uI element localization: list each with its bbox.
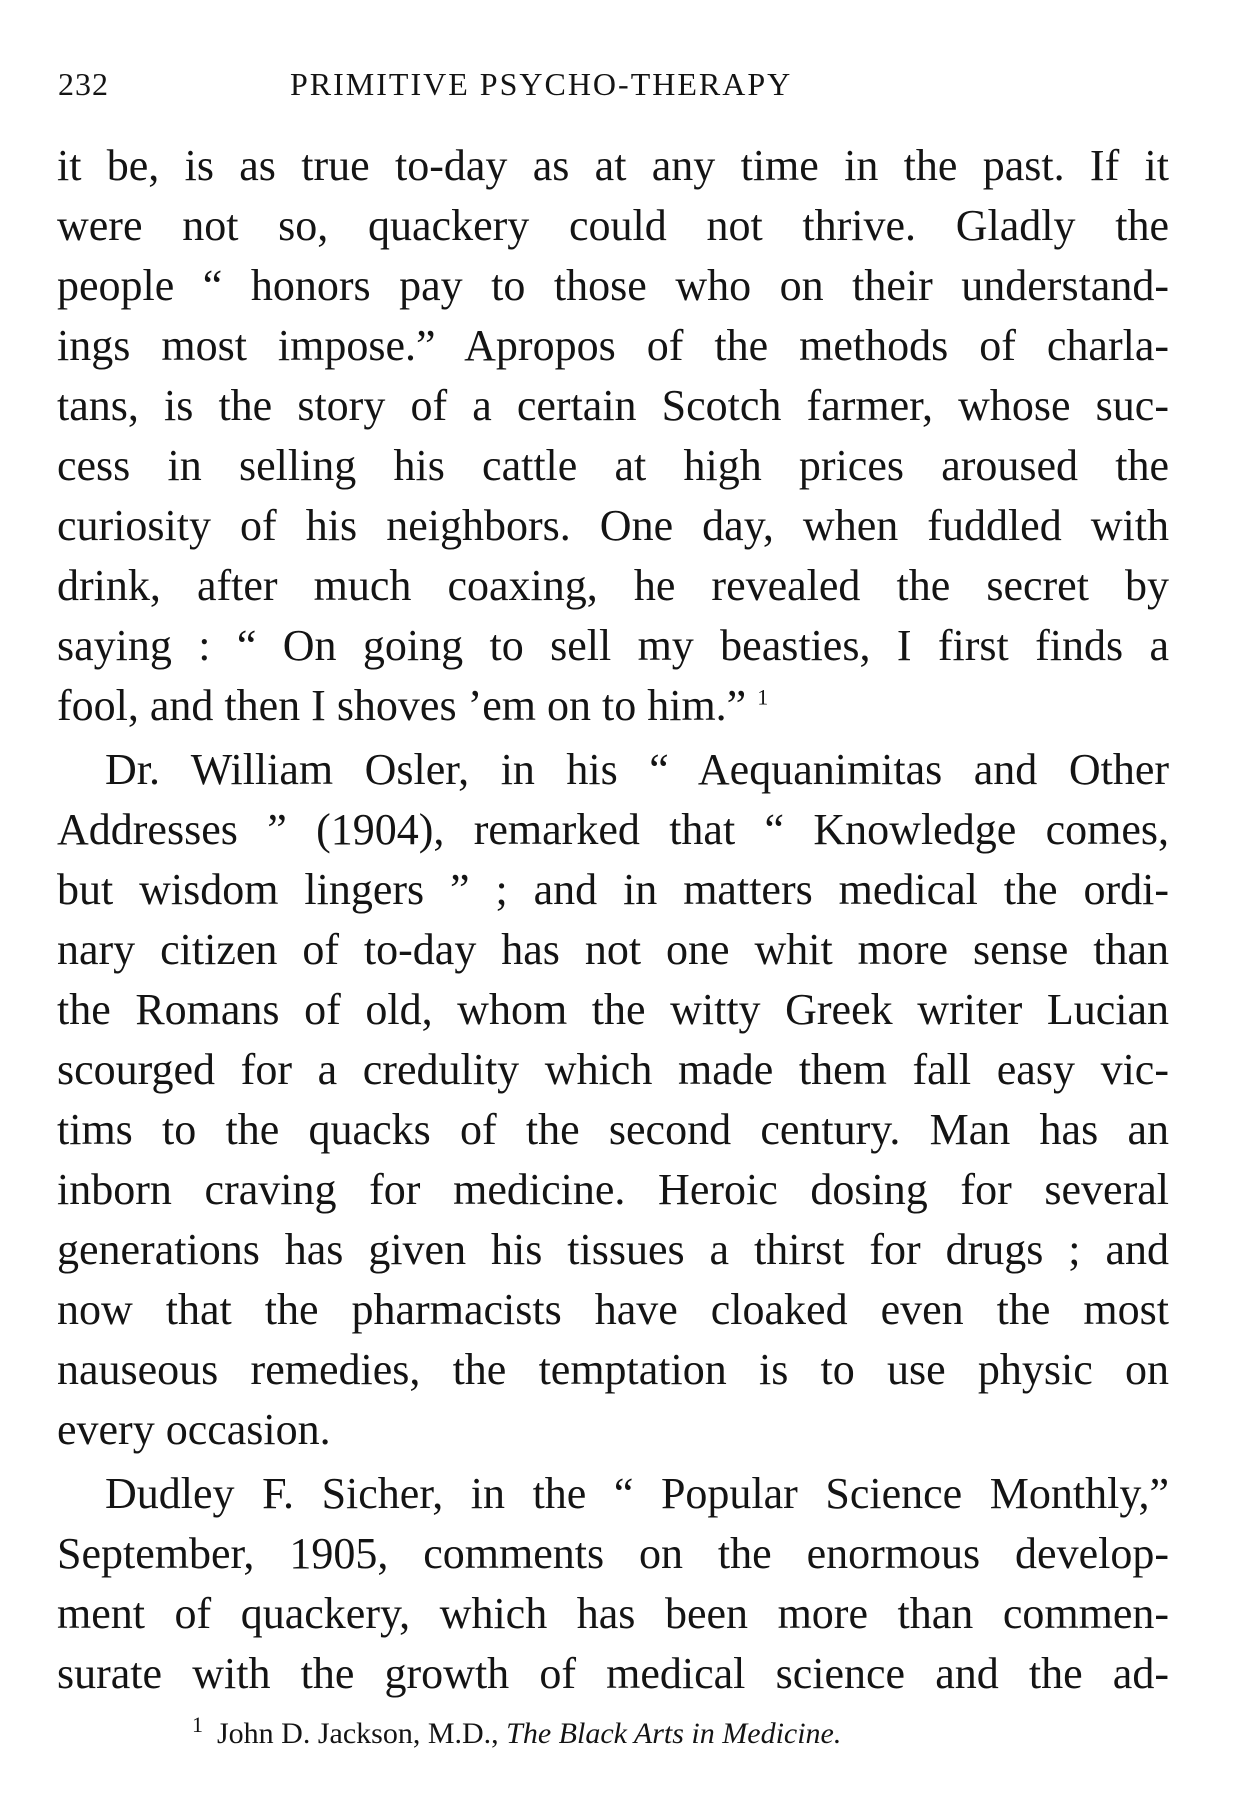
text-line: were not so, quackery could not thrive. Gladly the (57, 201, 1169, 250)
text-line: inborn craving for medicine. Heroic dosing for several (57, 1165, 1169, 1214)
text-line: ment of quackery, which has been more than commen- (57, 1589, 1169, 1638)
footnote-marker: 1 (192, 1712, 203, 1737)
text-line: cess in selling his cattle at high prices aroused the (57, 441, 1169, 490)
text-line: Dudley F. Sicher, in the “ Popular Science Monthly,” (105, 1469, 1169, 1518)
text-line: scourged for a credulity which made them fall easy vic- (57, 1045, 1169, 1094)
text-line: saying : “ On going to sell my beasties, I first finds a (57, 621, 1169, 670)
footnote-reference: 1 (757, 684, 769, 710)
text-line: the Romans of old, whom the witty Greek writer Lucian (57, 985, 1169, 1034)
footnote-title: The Black Arts in Medicine. (506, 1717, 842, 1750)
text-line: now that the pharmacists have cloaked even the most (57, 1285, 1169, 1334)
text-line: ings most impose.” Apropos of the methods of charla- (57, 321, 1169, 370)
text-line: curiosity of his neighbors. One day, when fuddled with (57, 501, 1169, 550)
footnote-author: John D. Jackson, M.D., (217, 1717, 499, 1750)
text-line: Dr. William Osler, in his “ Aequanimitas and Other (105, 745, 1169, 794)
text-line-content: fool, and then I shoves ’em on to him.” (57, 681, 747, 730)
page-number: 232 (58, 66, 109, 102)
text-line: Addresses ” (1904), remarked that “ Knowledge comes, (57, 805, 1169, 854)
text-line: nary citizen of to-day has not one whit more sense than (57, 925, 1169, 974)
text-line: nauseous remedies, the temptation is to use physic on (57, 1345, 1169, 1394)
text-line: surate with the growth of medical science and the ad- (57, 1649, 1169, 1698)
text-line: generations has given his tissues a thirst for drugs ; and (57, 1225, 1169, 1274)
text-line: tans, is the story of a certain Scotch farmer, whose suc- (57, 381, 1169, 430)
text-line: September, 1905, comments on the enormous develop- (57, 1529, 1169, 1578)
text-line: but wisdom lingers ” ; and in matters medical the ordi- (57, 865, 1169, 914)
text-line: every occasion. (57, 1405, 331, 1454)
text-line: it be, is as true to-day as at any time in the past. If it (57, 141, 1169, 190)
text-line (57, 676, 1169, 736)
page-header (58, 66, 1168, 116)
text-line: tims to the quacks of the second century. Man has an (57, 1105, 1169, 1154)
footnote (192, 1712, 841, 1751)
running-title: PRIMITIVE PSYCHO-THERAPY (290, 66, 793, 102)
text-line: people “ honors pay to those who on their understand- (57, 261, 1169, 310)
body-text (57, 136, 1169, 1704)
text-line: drink, after much coaxing, he revealed the secret by (57, 561, 1169, 610)
